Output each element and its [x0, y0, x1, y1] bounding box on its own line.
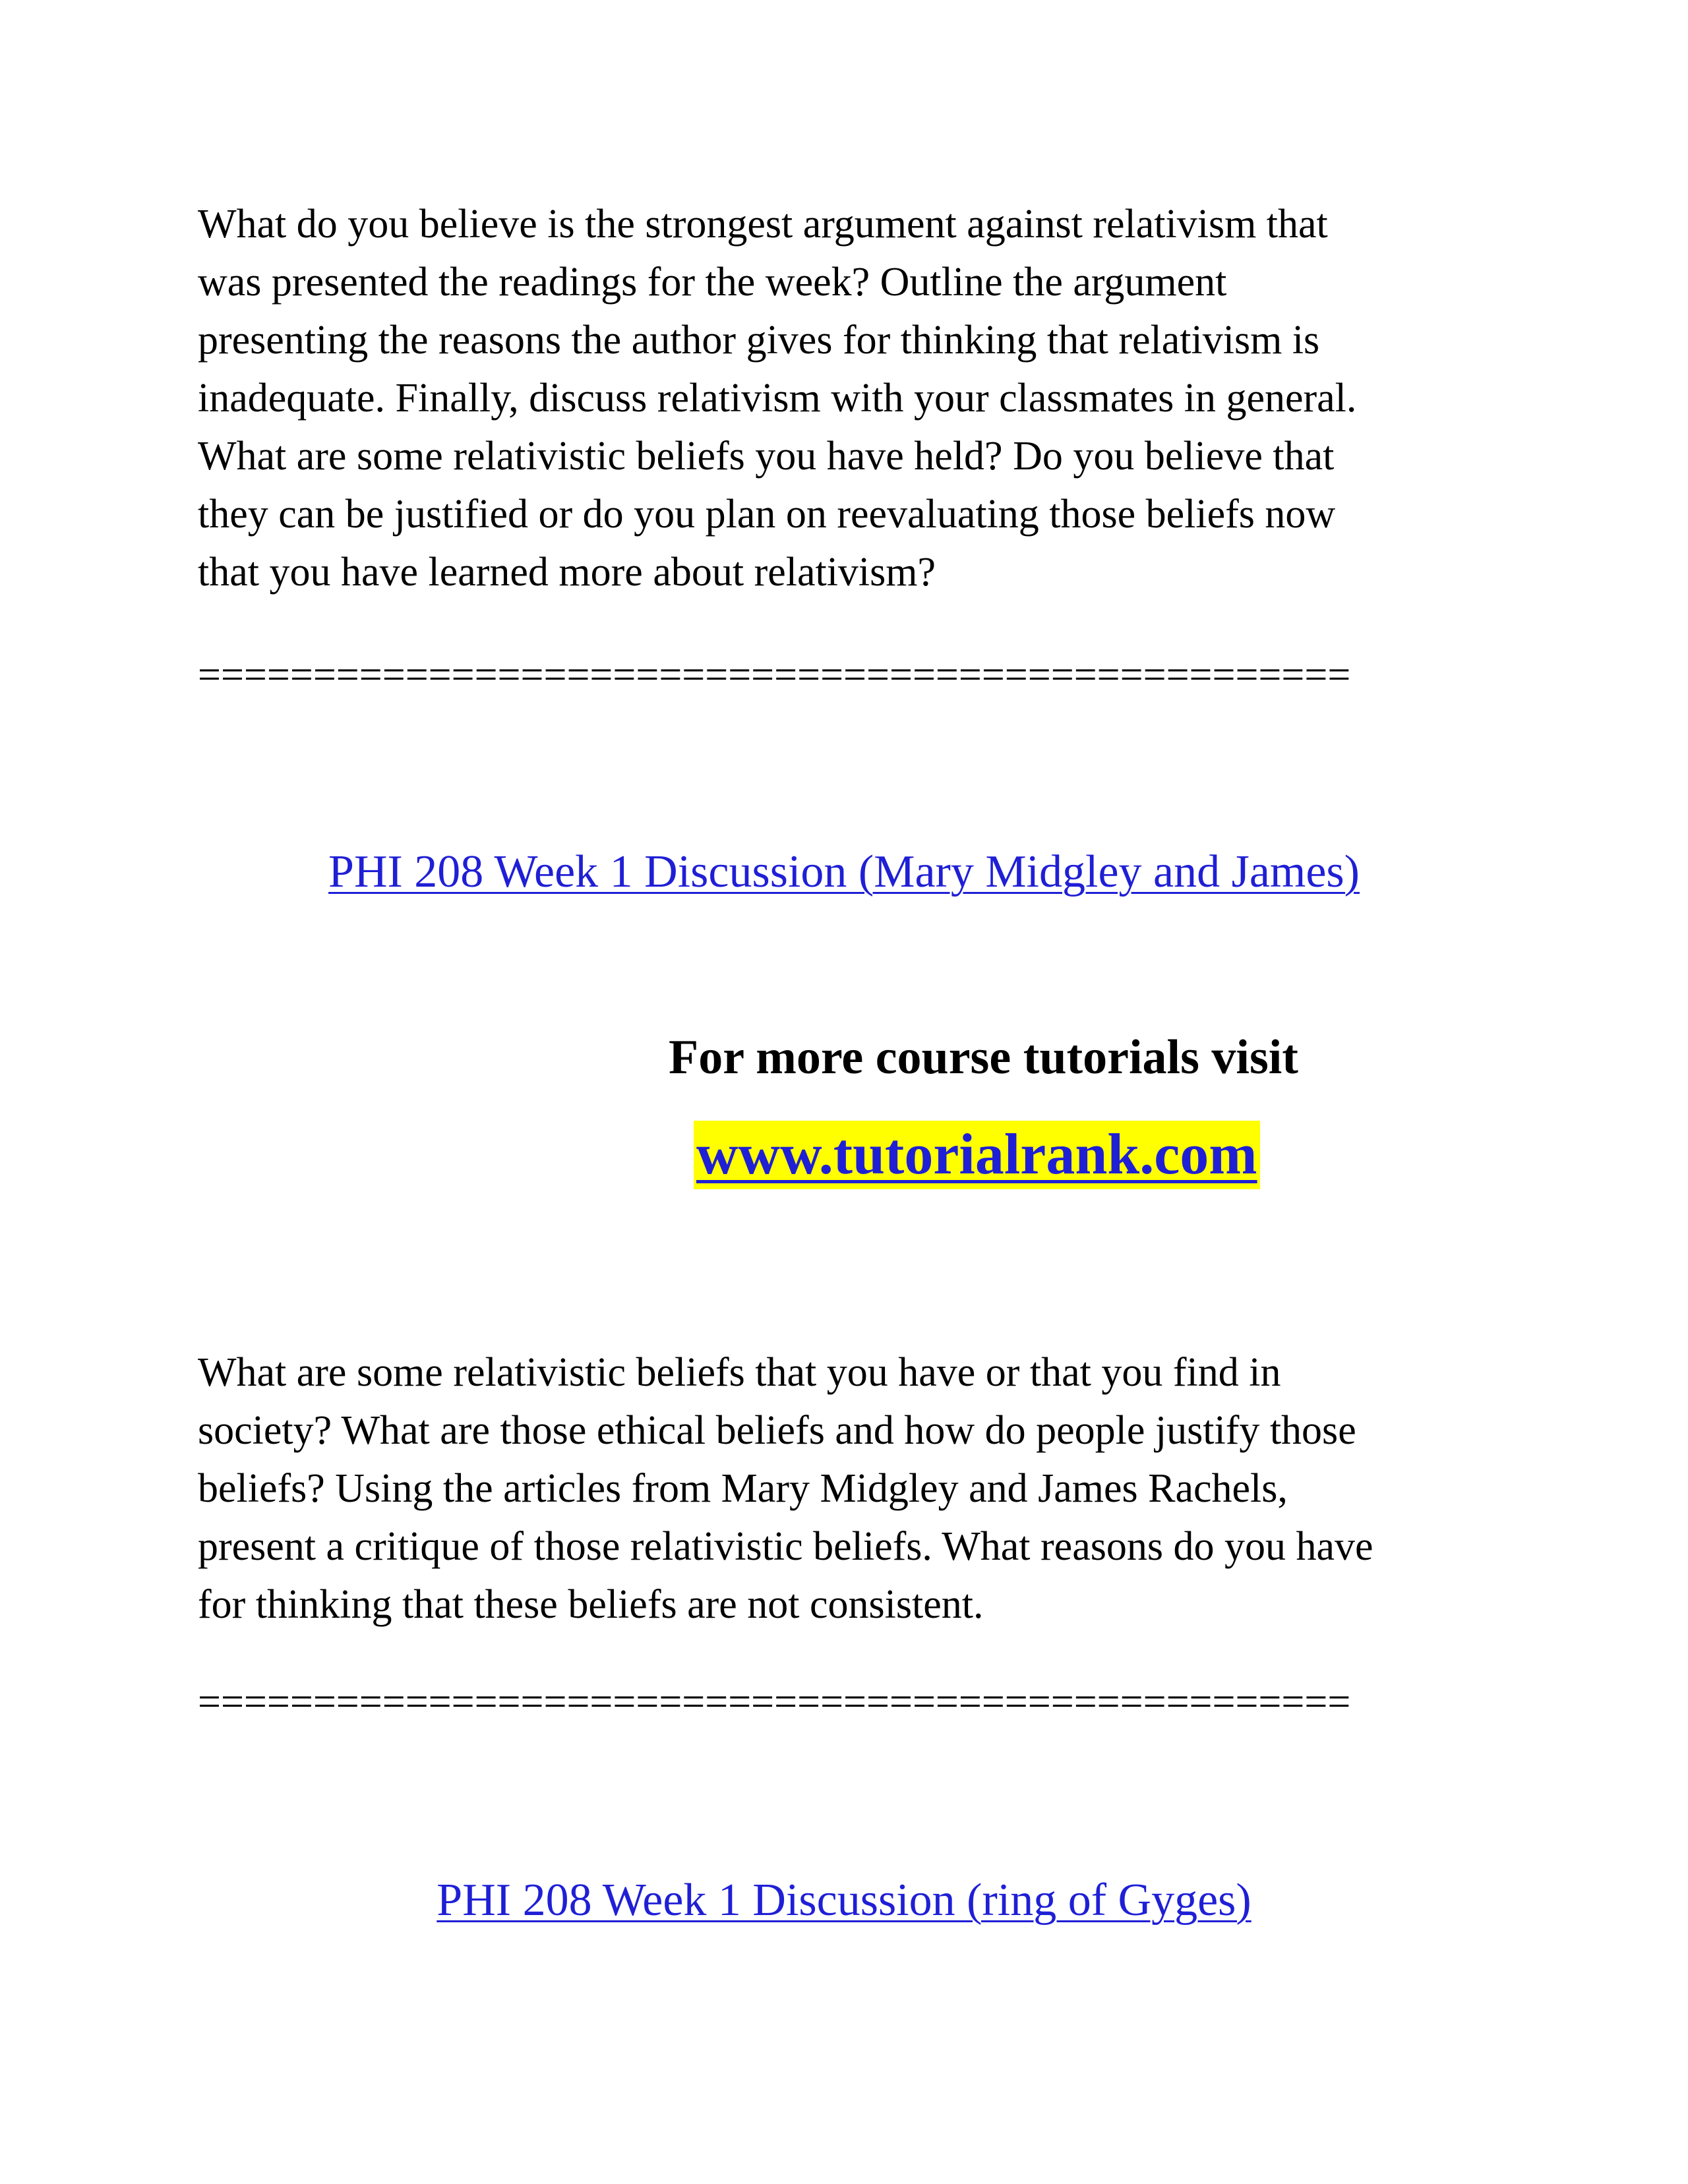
paragraph-line: What are some relativistic beliefs that you have or that you find in — [198, 1350, 1281, 1395]
paragraph-line: beliefs? Using the articles from Mary Midgley and James Rachels, — [198, 1466, 1288, 1511]
paragraph-line: they can be justified or do you plan on reevaluating those beliefs now — [198, 492, 1336, 537]
paragraph-line: was presented the readings for the week? Outline the argument — [198, 260, 1227, 305]
link-heading-1 — [0, 842, 1688, 902]
section-divider-2: ================================================== — [198, 1680, 1351, 1725]
question-paragraph-1 — [198, 195, 1517, 601]
paragraph-line: for thinking that these beliefs are not consistent. — [198, 1582, 984, 1627]
section-divider-1: ================================================== — [198, 653, 1351, 697]
promo-text: For more course tutorials visit — [669, 1030, 1298, 1084]
discussion-link-midgley-james[interactable]: PHI 208 Week 1 Discussion (Mary Midgley and James) — [328, 846, 1360, 897]
paragraph-line: inadequate. Finally, discuss relativism with your classmates in general. — [198, 376, 1357, 421]
paragraph-line: What do you believe is the strongest argument against relativism that — [198, 202, 1328, 247]
tutorialrank-link[interactable]: www.tutorialrank.com — [696, 1123, 1257, 1187]
paragraph-line: present a critique of those relativistic beliefs. What reasons do you have — [198, 1524, 1373, 1569]
paragraph-line: presenting the reasons the author gives for thinking that relativism is — [198, 318, 1320, 363]
paragraph-line: What are some relativistic beliefs you have held? Do you believe that — [198, 434, 1335, 479]
link-heading-2 — [0, 1871, 1688, 1930]
paragraph-line: society? What are those ethical beliefs and how do people justify those — [198, 1408, 1356, 1453]
question-paragraph-2 — [198, 1343, 1517, 1634]
promo-link-highlight — [694, 1121, 1260, 1189]
paragraph-line: that you have learned more about relativism? — [198, 550, 936, 595]
discussion-link-ring-of-gyges[interactable]: PHI 208 Week 1 Discussion (ring of Gyges) — [437, 1875, 1251, 1926]
